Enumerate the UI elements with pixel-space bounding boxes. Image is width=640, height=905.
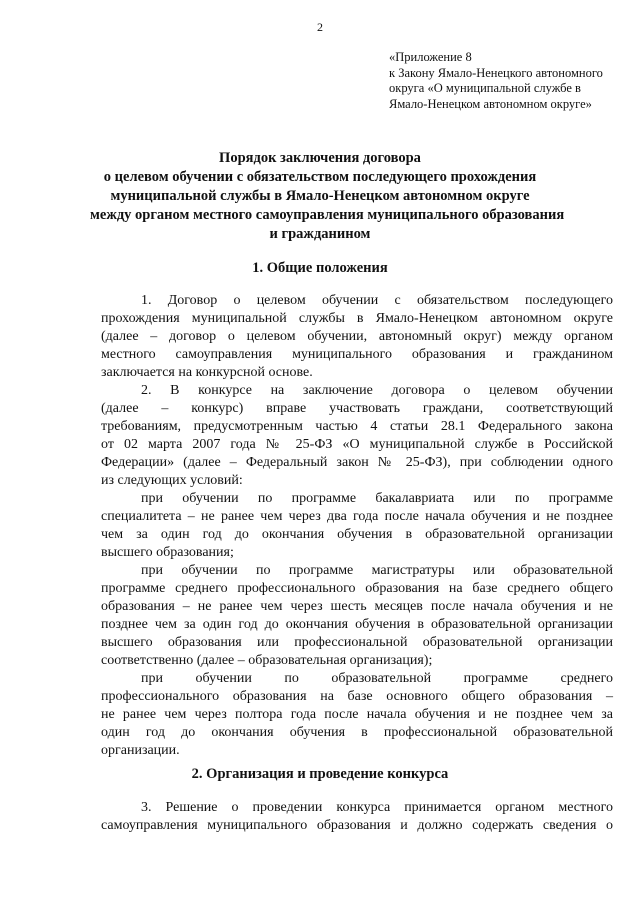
paragraph-line: от 02 марта 2007 года № 25-ФЗ «О муниципальной службе в Российской: [101, 437, 613, 452]
appendix-line: Ямало-Ненецком автономном округе»: [389, 96, 592, 111]
paragraph-line: высшего образования или профессиональной образовательной организации: [101, 635, 613, 650]
document-title: [90, 149, 565, 244]
paragraph-line: соответственно (далее – образовательная организация);: [101, 653, 433, 668]
paragraph-line: местного самоуправления муниципального образования и гражданином: [101, 347, 613, 362]
paragraph-line: один год до окончания обучения в профессиональной образовательной: [101, 725, 613, 740]
paragraph-line: заключается на конкурсной основе.: [101, 365, 313, 380]
paragraph-line: (далее – конкурс) вправе участвовать граждани, соответствующий: [101, 401, 613, 416]
paragraph-line: не ранее чем через полтора года после начала обучения и не позднее чем за: [101, 707, 613, 722]
appendix-line: «Приложение 8: [389, 50, 472, 64]
title-line: и гражданином: [269, 226, 371, 242]
section-heading-general: 1. Общие положения: [252, 260, 388, 276]
paragraph-line: при обучении по программе магистратуры или образовательной: [141, 563, 613, 578]
appendix-reference: [389, 50, 629, 112]
paragraph-line: 2. В конкурсе на заключение договора о целевом обучении: [141, 383, 613, 398]
paragraph-line: высшего образования;: [101, 545, 234, 560]
paragraph-line: организации.: [101, 743, 180, 758]
paragraph-line: требованиям, предусмотренным частью 4 статьи 28.1 Федерального закона: [101, 419, 613, 434]
paragraph-line: (далее – договор о целевом обучении, автономный округ) между органом: [101, 329, 613, 344]
paragraph-line: при обучении по программе бакалавриата или по программе: [141, 491, 613, 506]
paragraph-line: Федерации» (далее – Федеральный закон № 25-ФЗ), при соблюдении одного: [101, 455, 613, 470]
title-line: муниципальной службы в Ямало-Ненецком автономном округе: [110, 188, 530, 204]
paragraph-line: 3. Решение о проведении конкурса принимается органом местного: [141, 800, 613, 815]
paragraph-line: при обучении по образовательной программе среднего: [141, 671, 613, 686]
appendix-line: округа «О муниципальной службе в: [389, 81, 581, 95]
paragraph-line: профессионального образования на базе основного общего образования –: [101, 689, 613, 704]
paragraph-line: чем за один год до окончания обучения в образовательной организации: [101, 527, 613, 542]
appendix-line: к Закону Ямало-Ненецкого автономного: [389, 65, 603, 80]
paragraph-line: образования – не ранее чем через шесть месяцев после начала обучения и не: [101, 599, 613, 614]
title-line: между органом местного самоуправления муниципального образования: [90, 207, 565, 223]
paragraph-line: 1. Договор о целевом обучении с обязательством последующего: [141, 293, 613, 308]
paragraph-line: специалитета – не ранее чем через два года после начала обучения и не позднее: [101, 509, 613, 524]
title-line: Порядок заключения договора: [219, 150, 421, 166]
title-line: о целевом обучении с обязательством последующего прохождения: [103, 169, 537, 185]
paragraph-line: программе среднего профессионального образования на базе среднего общего: [101, 581, 613, 596]
paragraph-line: прохождения муниципальной службы в Ямало-Ненецком автономном округе: [101, 311, 613, 326]
paragraph-line: самоуправления муниципального образования и должно содержать сведения о: [101, 818, 613, 833]
page-number: 2: [317, 20, 323, 34]
paragraph-line: позднее чем за один год до окончания обучения в образовательной организации: [101, 617, 613, 632]
paragraph-line: из следующих условий:: [101, 473, 243, 488]
section-heading-organization: 2. Организация и проведение конкурса: [191, 766, 449, 782]
